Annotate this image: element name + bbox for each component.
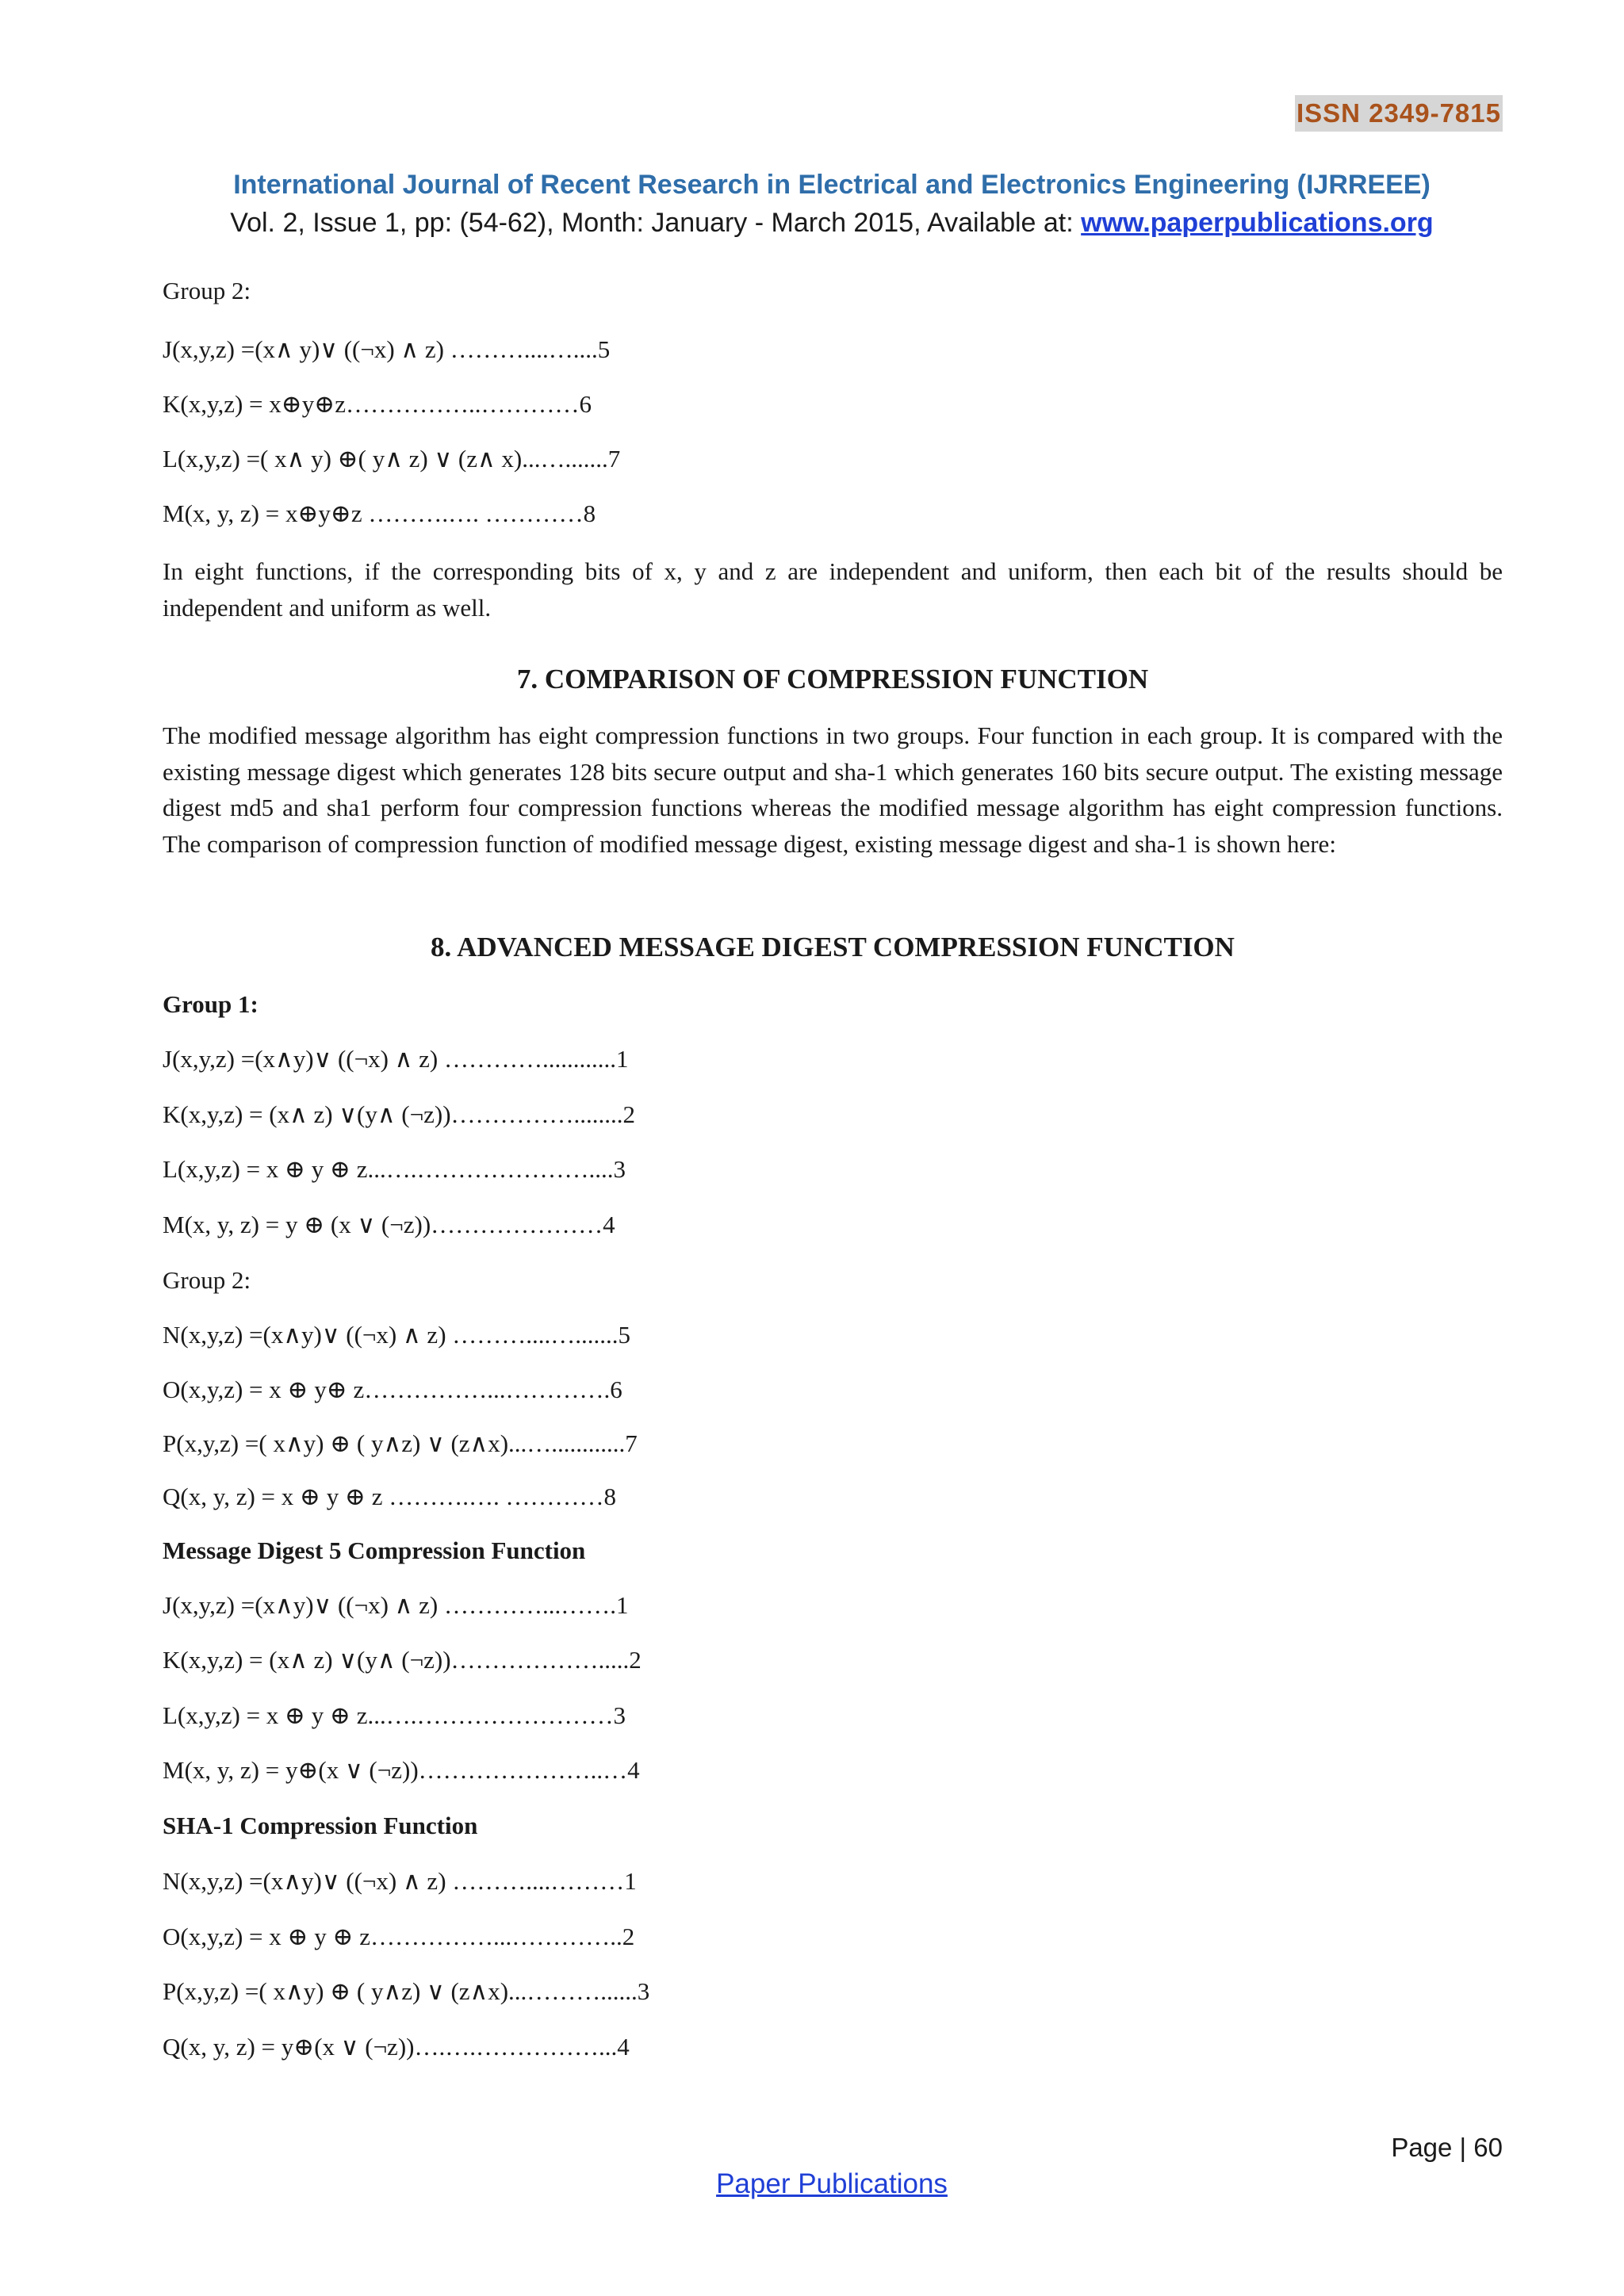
group1-label: Group 1: bbox=[163, 990, 259, 1018]
function-line: N(x,y,z) =(x∧y)∨ ((¬x) ∧ z) ………....………1 bbox=[163, 1867, 637, 1895]
page-number: Page | 60 bbox=[1391, 2133, 1503, 2162]
group2-label: Group 2: bbox=[163, 277, 251, 304]
function-line: M(x, y, z) = x⊕y⊕z ……….…. …………8 bbox=[163, 499, 596, 527]
journal-title: International Journal of Recent Research in Electrical and Electronics Engineering (IJRREEE) bbox=[233, 170, 1431, 200]
function-line: L(x,y,z) = x ⊕ y ⊕ z...….…………………....3 bbox=[163, 1155, 626, 1183]
function-line: M(x, y, z) = y⊕(x ∨ (¬z))…………………..…4 bbox=[163, 1756, 640, 1784]
function-line: P(x,y,z) =( x∧y) ⊕ ( y∧z) ∨ (z∧x)...………......3 bbox=[163, 1977, 650, 2005]
function-line: N(x,y,z) =(x∧y)∨ ((¬x) ∧ z) ………....….......5 bbox=[163, 1321, 631, 1349]
function-line: K(x,y,z) = (x∧ z) ∨(y∧ (¬z))……………........2 bbox=[163, 1100, 636, 1128]
function-line: L(x,y,z) = x ⊕ y ⊕ z...….……………………3 bbox=[163, 1701, 626, 1729]
sha1-label: SHA-1 Compression Function bbox=[163, 1812, 478, 1839]
md5-label: Message Digest 5 Compression Function bbox=[163, 1536, 586, 1564]
function-line: J(x,y,z) =(x∧ y)∨ ((¬x) ∧ z) ………....…....5 bbox=[163, 335, 611, 363]
function-line: M(x, y, z) = y ⊕ (x ∨ (¬z))…………………4 bbox=[163, 1211, 615, 1238]
function-line: J(x,y,z) =(x∧y)∨ ((¬x) ∧ z) …………...…….1 bbox=[163, 1591, 629, 1619]
section-8-heading: 8. ADVANCED MESSAGE DIGEST COMPRESSION FUNCTION bbox=[431, 932, 1235, 962]
function-line: Q(x, y, z) = x ⊕ y ⊕ z ……….…. …………8 bbox=[163, 1483, 616, 1510]
volume-text: Vol. 2, Issue 1, pp: (54-62), Month: January - March 2015, Available at: bbox=[230, 208, 1082, 238]
section-7-heading: 7. COMPARISON OF COMPRESSION FUNCTION bbox=[516, 664, 1149, 695]
function-line: O(x,y,z) = x ⊕ y ⊕ z……………...…………..2 bbox=[163, 1923, 635, 1950]
issn-badge: ISSN 2349-7815 bbox=[1295, 95, 1503, 132]
independence-paragraph: In eight functions, if the corresponding bits of x, y and z are independent and uniform, then each bit of the results should be independent and uniform as well. bbox=[163, 557, 1503, 622]
section-7-paragraph: The modified message algorithm has eight compression functions in two groups. Four function in each group. It is compared with the existing message digest which generates 128 bits secure output and sha-1 which generates 160 bits secure output. The existing message digest md5 and sha1 perform four compression functions whereas the modified message algorithm has eight compression functions. The comparison of compression function of modified message digest, existing message digest and sha-1 is shown here: bbox=[163, 721, 1503, 858]
website-link[interactable]: www.paperpublications.org bbox=[1081, 208, 1434, 238]
function-line: Q(x, y, z) = y⊕(x ∨ (¬z))….….……………...4 bbox=[163, 2033, 630, 2061]
function-line: J(x,y,z) =(x∧y)∨ ((¬x) ∧ z) …………............1 bbox=[163, 1045, 629, 1073]
function-line: K(x,y,z) = (x∧ z) ∨(y∧ (¬z))……………….....2 bbox=[163, 1646, 642, 1674]
function-line: L(x,y,z) =( x∧ y) ⊕( y∧ z) ∨ (z∧ x)...….......7 bbox=[163, 445, 621, 473]
publisher-link[interactable]: Paper Publications bbox=[716, 2168, 948, 2199]
function-line: O(x,y,z) = x ⊕ y⊕ z……………...………….6 bbox=[163, 1376, 622, 1403]
volume-line bbox=[0, 208, 1624, 239]
function-line: K(x,y,z) = x⊕y⊕z……………..…………6 bbox=[163, 390, 592, 418]
group2-label: Group 2: bbox=[163, 1266, 251, 1294]
function-line: P(x,y,z) =( x∧y) ⊕ ( y∧z) ∨ (z∧x)...…............7 bbox=[163, 1429, 638, 1457]
